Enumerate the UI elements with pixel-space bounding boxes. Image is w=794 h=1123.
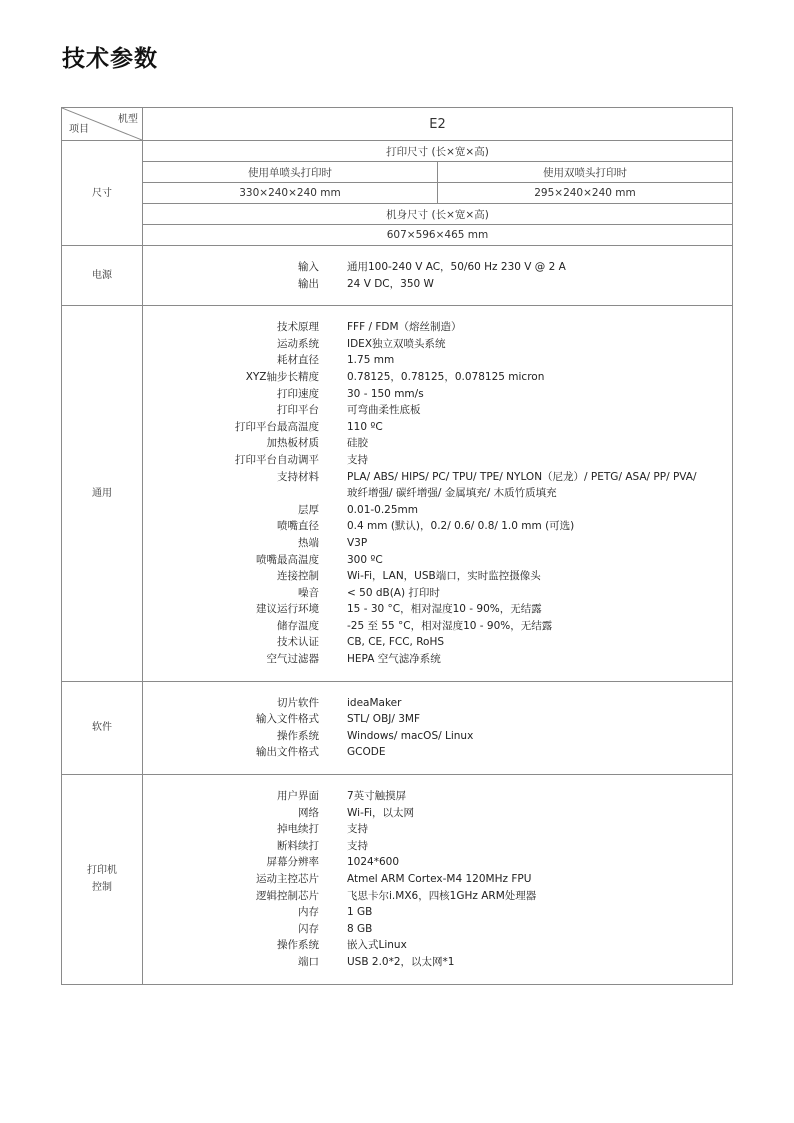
spec-value: ideaMaker bbox=[347, 696, 402, 709]
spec-key: 屏幕分辨率 bbox=[266, 856, 319, 869]
spec-row bbox=[143, 419, 732, 436]
body-size-value: 607×596×465 mm bbox=[143, 225, 733, 246]
spec-row bbox=[143, 568, 732, 585]
spec-key: 打印速度 bbox=[277, 387, 319, 400]
control-row bbox=[62, 775, 733, 985]
spec-key: 逻辑控制芯片 bbox=[256, 889, 319, 902]
single-nozzle-value: 330×240×240 mm bbox=[143, 183, 438, 204]
size-row-1 bbox=[62, 141, 733, 162]
spec-key: 端口 bbox=[298, 955, 319, 968]
item-label: 项目 bbox=[69, 124, 89, 135]
page-title: 技术参数 bbox=[62, 46, 158, 72]
software-specs bbox=[143, 681, 733, 774]
spec-key: 网络 bbox=[298, 806, 319, 819]
dual-nozzle-label: 使用双喷头打印时 bbox=[438, 162, 733, 183]
spec-value: V3P bbox=[347, 536, 368, 549]
category-general: 通用 bbox=[62, 306, 143, 681]
control-specs bbox=[143, 775, 733, 985]
category-control-line2: 控制 bbox=[92, 882, 112, 894]
spec-value: 通用100-240 V AC，50/60 Hz 230 V @ 2 A bbox=[347, 261, 566, 273]
spec-value: HEPA 空气滤净系统 bbox=[347, 653, 441, 666]
spec-value: 24 V DC，350 W bbox=[347, 277, 434, 290]
spec-key: 切片软件 bbox=[277, 696, 319, 709]
category-software: 软件 bbox=[62, 681, 143, 774]
spec-row bbox=[143, 634, 732, 651]
spec-row bbox=[143, 319, 732, 336]
spec-row bbox=[143, 276, 732, 293]
spec-key: 加热板材质 bbox=[266, 437, 319, 450]
spec-key: 掉电续打 bbox=[277, 823, 319, 836]
spec-row bbox=[143, 805, 732, 822]
spec-key: 操作系统 bbox=[277, 939, 319, 952]
spec-key: 技术认证 bbox=[277, 636, 319, 649]
spec-row bbox=[143, 402, 732, 419]
spec-key: 断料续打 bbox=[277, 839, 319, 852]
spec-row bbox=[143, 435, 732, 452]
spec-row bbox=[143, 821, 732, 838]
spec-key: 输入文件格式 bbox=[256, 713, 319, 726]
spec-key: 噪音 bbox=[298, 586, 319, 599]
spec-value: Wi-Fi，LAN，USB端口，实时监控摄像头 bbox=[347, 570, 541, 583]
spec-key: 用户界面 bbox=[277, 790, 319, 803]
spec-value: 300 ºC bbox=[347, 553, 383, 566]
spec-table bbox=[61, 107, 733, 985]
spec-row bbox=[143, 711, 732, 728]
control-list bbox=[143, 788, 732, 971]
spec-value: 15 - 30 °C，相对湿度10 - 90%，无结露 bbox=[347, 603, 542, 616]
spec-value: 飞思卡尔i.MX6，四核1GHz ARM处理器 bbox=[347, 889, 537, 902]
spec-row bbox=[143, 469, 732, 502]
spec-key: 操作系统 bbox=[277, 729, 319, 742]
spec-value: -25 至 55 °C，相对湿度10 - 90%，无结露 bbox=[347, 619, 553, 632]
spec-row bbox=[143, 535, 732, 552]
spec-key: 输入 bbox=[298, 261, 319, 273]
spec-key: 运动主控芯片 bbox=[256, 873, 319, 885]
spec-key: XYZ轴步长精度 bbox=[245, 370, 319, 383]
header-row bbox=[62, 108, 733, 141]
category-size: 尺寸 bbox=[62, 141, 143, 246]
spec-row bbox=[143, 259, 732, 276]
spec-value: 8 GB bbox=[347, 922, 373, 935]
category-control-line1: 打印机 bbox=[87, 865, 117, 877]
spec-row bbox=[143, 585, 732, 602]
spec-key: 连接控制 bbox=[277, 570, 319, 583]
spec-value: PLA/ ABS/ HIPS/ PC/ TPU/ TPE/ NYLON（尼龙）/ PETG/ ASA/ PP/ PVA/ 玻纤增强/ 碳纤增强/ 金属填充/ 木质竹质填充 bbox=[347, 470, 697, 500]
spec-key: 储存温度 bbox=[277, 619, 319, 632]
power-specs bbox=[143, 246, 733, 306]
dual-nozzle-value: 295×240×240 mm bbox=[438, 183, 733, 204]
spec-value: CB, CE, FCC, RoHS bbox=[347, 636, 445, 649]
spec-row bbox=[143, 838, 732, 855]
spec-row bbox=[143, 888, 732, 905]
spec-row bbox=[143, 336, 732, 353]
spec-row bbox=[143, 921, 732, 938]
spec-value: 硅胶 bbox=[347, 437, 368, 450]
spec-key: 闪存 bbox=[298, 922, 319, 935]
spec-value: 支持 bbox=[347, 823, 368, 836]
category-power: 电源 bbox=[62, 246, 143, 306]
spec-value: GCODE bbox=[347, 746, 386, 759]
spec-row bbox=[143, 651, 732, 668]
spec-key: 喷嘴最高温度 bbox=[256, 553, 319, 566]
spec-value: 支持 bbox=[347, 839, 368, 852]
spec-value: < 50 dB(A) 打印时 bbox=[347, 586, 440, 599]
spec-value: 1024*600 bbox=[347, 856, 400, 869]
spec-row bbox=[143, 871, 732, 888]
spec-row bbox=[143, 552, 732, 569]
software-list bbox=[143, 695, 732, 761]
power-row bbox=[62, 246, 733, 306]
spec-value: 1 GB bbox=[347, 906, 373, 919]
spec-row bbox=[143, 352, 732, 369]
spec-value: 0.78125，0.78125，0.078125 micron bbox=[347, 370, 545, 383]
spec-row bbox=[143, 744, 732, 761]
spec-key: 输出文件格式 bbox=[256, 746, 319, 759]
model-label: 机型 bbox=[118, 114, 138, 125]
spec-key: 输出 bbox=[298, 277, 319, 290]
spec-value: USB 2.0*2，以太网*1 bbox=[347, 955, 455, 968]
spec-value: Windows/ macOS/ Linux bbox=[347, 729, 474, 742]
spec-row bbox=[143, 518, 732, 535]
general-specs bbox=[143, 306, 733, 681]
spec-row bbox=[143, 904, 732, 921]
size-row-3 bbox=[62, 183, 733, 204]
spec-value: IDEX独立双喷头系统 bbox=[347, 337, 446, 350]
spec-row bbox=[143, 937, 732, 954]
spec-key: 建议运行环境 bbox=[256, 603, 319, 616]
spec-value: 可弯曲柔性底板 bbox=[347, 404, 421, 417]
spec-key: 打印平台 bbox=[277, 404, 319, 417]
spec-row bbox=[143, 502, 732, 519]
size-row-2 bbox=[62, 162, 733, 183]
corner-cell bbox=[62, 108, 143, 141]
spec-row bbox=[143, 601, 732, 618]
spec-key: 技术原理 bbox=[277, 321, 319, 334]
spec-key: 热端 bbox=[298, 536, 319, 549]
power-list bbox=[143, 259, 732, 292]
spec-value: Wi-Fi，以太网 bbox=[347, 806, 415, 819]
spec-key: 喷嘴直径 bbox=[277, 520, 319, 533]
general-row bbox=[62, 306, 733, 681]
spec-key: 空气过滤器 bbox=[266, 653, 319, 666]
category-control bbox=[62, 775, 143, 985]
spec-row bbox=[143, 728, 732, 745]
spec-value: STL/ OBJ/ 3MF bbox=[347, 713, 421, 726]
spec-value: Atmel ARM Cortex-M4 120MHz FPU bbox=[347, 873, 532, 885]
spec-row bbox=[143, 695, 732, 712]
spec-row bbox=[143, 954, 732, 971]
spec-value: 110 ºC bbox=[347, 420, 383, 433]
spec-row bbox=[143, 386, 732, 403]
model-name: E2 bbox=[143, 108, 733, 141]
spec-key: 耗材直径 bbox=[277, 354, 319, 367]
spec-key: 打印平台最高温度 bbox=[235, 420, 319, 433]
spec-key: 内存 bbox=[298, 906, 319, 919]
spec-value: 7英寸触摸屏 bbox=[347, 790, 407, 803]
spec-value: 0.01-0.25mm bbox=[347, 503, 419, 516]
spec-value: 0.4 mm (默认)，0.2/ 0.6/ 0.8/ 1.0 mm (可选) bbox=[347, 520, 575, 533]
size-row-5 bbox=[62, 225, 733, 246]
print-size-label: 打印尺寸 (长×宽×高) bbox=[143, 141, 733, 162]
spec-key: 层厚 bbox=[298, 503, 319, 516]
spec-row bbox=[143, 452, 732, 469]
spec-row bbox=[143, 618, 732, 635]
body-size-label: 机身尺寸 (长×宽×高) bbox=[143, 204, 733, 225]
spec-row bbox=[143, 854, 732, 871]
spec-value: 嵌入式Linux bbox=[347, 939, 407, 952]
software-row bbox=[62, 681, 733, 774]
size-row-4 bbox=[62, 204, 733, 225]
spec-row bbox=[143, 788, 732, 805]
spec-key: 打印平台自动调平 bbox=[235, 453, 319, 466]
general-list bbox=[143, 319, 732, 667]
spec-value: 30 - 150 mm/s bbox=[347, 387, 424, 400]
spec-key: 支持材料 bbox=[277, 470, 319, 483]
spec-value: FFF / FDM（熔丝制造） bbox=[347, 321, 462, 334]
spec-value: 1.75 mm bbox=[347, 354, 395, 367]
spec-key: 运动系统 bbox=[277, 337, 319, 350]
single-nozzle-label: 使用单喷头打印时 bbox=[143, 162, 438, 183]
spec-value: 支持 bbox=[347, 453, 368, 466]
spec-row bbox=[143, 369, 732, 386]
